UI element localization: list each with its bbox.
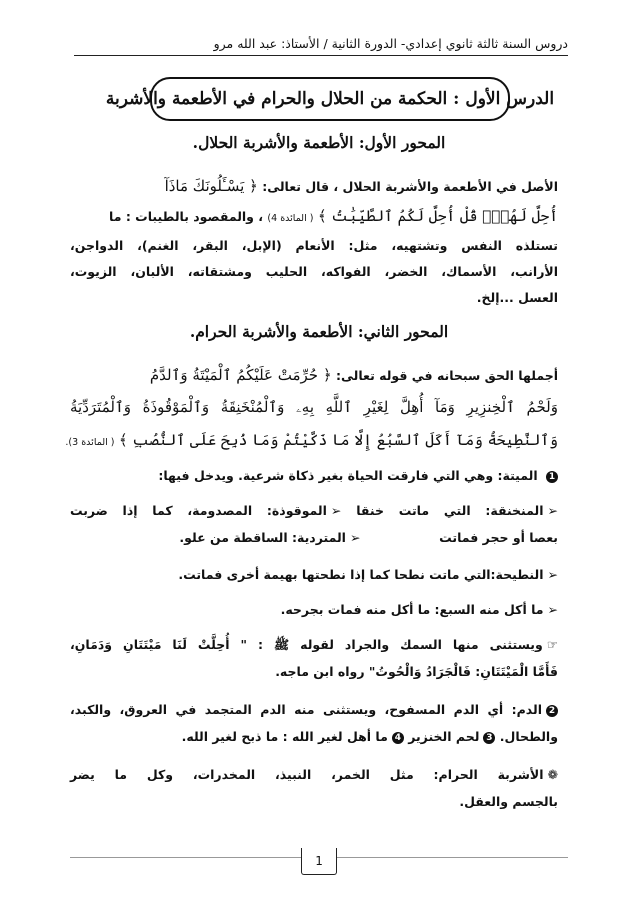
section1-line3: تستلذه النفس وتشتهيه، مثل: الأنعام (الإبل، البقر، الغنم)، الدواجن، — [70, 238, 558, 253]
hand-pointer-icon: ☞ — [546, 637, 558, 652]
item-exception-line2: فَأَمَّا الْمَيْتَتَانِ: فَالْجَرَادُ وَالْحُوتُ" رواه ابن ماجه. — [275, 664, 558, 679]
section1-line5: العسل ...إلخ. — [476, 290, 558, 305]
section2-line1 — [70, 366, 558, 384]
verse-reference: ( المائدة 3). — [65, 437, 115, 448]
verse-reference: ( المائدة 4) — [267, 213, 314, 224]
number-badge: 1 — [546, 471, 558, 483]
item-exception-line1 — [70, 637, 558, 656]
number-badge: 2 — [546, 705, 558, 717]
item-maita — [70, 468, 558, 483]
item-mawquda-line2 — [70, 530, 558, 545]
quran-verse: وَٱلنَّطِيحَةُ وَمَآ أَكَلَ ٱلسَّبُعُ إِلَّا مَا ذَكَّيْتُمْ وَمَا ذُبِحَ عَلَى ٱلنُّصُبِ ﴾ — [118, 431, 558, 449]
section1-line2 — [70, 207, 558, 225]
item-munkhaniqa-line — [70, 503, 558, 518]
ghairallah-text: ما أهل لغير الله : ما ذبح لغير الله. — [181, 729, 388, 744]
item-sabu — [70, 602, 558, 617]
flower-bullet-icon: ❁ — [547, 767, 558, 782]
dam-text-continued: والطحال. — [499, 729, 558, 744]
number-badge: 3 — [483, 732, 495, 744]
section1-heading: المحور الأول: الأطعمة والأشربة الحلال. — [192, 133, 446, 152]
item-drinks-line1 — [70, 767, 558, 782]
section2-line2 — [70, 398, 558, 416]
sabu-text: ما أكل منه السبع: ما أكل منه فمات بجرحه. — [280, 602, 544, 617]
quran-verse: ﴿ يَسْـَٔلُونَكَ مَاذَآ — [164, 177, 258, 195]
section2-line1-text: أجملها الحق سبحانه في قوله تعالى: — [335, 368, 558, 383]
maita-text: الميتة: وهي التي فارقت الحياة بغير ذكاة شرعية. ويدخل فيها: — [158, 468, 538, 483]
exception-text: ويستثنى منها السمك والجراد لقوله ﷺ : " أُحِلَّتْ لَنَا مَيْتَتَانِ وَدَمَانِ، — [70, 637, 543, 652]
mutaraddiya-text: المتردية: الساقطة من علو. — [179, 530, 346, 545]
arrow-bullet-icon: ➢ — [547, 503, 559, 518]
section1-line4: الأرانب، الأسماك، الخضر، الفواكه، الحليب ومشتقاته، الألبان، الزيوت، — [70, 264, 558, 279]
lesson-title-box — [105, 77, 555, 121]
section2-heading: المحور الثاني: الأطعمة والأشربة الحرام. — [189, 322, 449, 341]
khinzir-text: لحم الخنزير — [408, 729, 480, 744]
arrow-bullet-icon: ➢ — [547, 602, 558, 617]
page-number: 1 — [301, 848, 337, 875]
natiha-text: النطيحة:التي ماتت نطحا كما إذا نطحتها بهيمة أخرى فماتت. — [178, 567, 544, 582]
mawquda-text: الموقوذة: المصدومة، كما إذا ضربت — [70, 503, 327, 518]
drinks-text: الأشربة الحرام: مثل الخمر، النبيذ، المخدرات، وكل ما يضر — [70, 767, 544, 782]
section1-line2-text: ، والمقصود بالطيبات : ما — [109, 209, 264, 224]
page-header: دروس السنة ثالثة ثانوي إعدادي- الدورة الثانية / الأستاذ: عبد الله مرو — [74, 36, 568, 56]
quran-verse: ﴿ حُرِّمَتْ عَلَيْكُمُ ٱلْمَيْتَةُ وَٱلدَّمُ — [149, 366, 332, 384]
dam-text: الدم: أي الدم المسفوح، ويستثنى منه الدم المتجمد في العروق، والكبد، — [70, 702, 542, 717]
lesson-title: الدرس الأول : الحكمة من الحلال والحرام في الأطعمة والأشربة — [105, 89, 555, 109]
item-drinks-line2: بالجسم والعقل. — [459, 794, 558, 809]
item-dam-line1 — [70, 702, 558, 717]
arrow-bullet-icon: ➢ — [547, 567, 558, 582]
arrow-bullet-icon: ➢ — [330, 503, 342, 518]
section1-line1-text: الأصل في الأطعمة والأشربة الحلال ، قال تعالى: — [262, 179, 558, 194]
item-dam-line2 — [70, 729, 558, 744]
arrow-bullet-icon: ➢ — [349, 530, 361, 545]
quran-verse: وَلَحْمُ ٱلْخِنزِيرِ وَمَآ أُهِلَّ لِغَيْرِ ٱللَّهِ بِهِۦ وَٱلْمُنْخَنِقَةُ وَٱلْمَوْقُوذَةُ وَٱلْمُتَرَدِّيَةُ — [70, 398, 558, 416]
section1-line1 — [70, 177, 558, 195]
quran-verse: أُحِلَّ لَهُمْۖ قُلْ أُحِلَّ لَكُمُ ٱلطَّيِّبَٰتُ ﴾ — [317, 207, 558, 225]
munkhaniqa-text: المنخنقة: التي ماتت خنقا — [356, 503, 544, 518]
number-badge: 4 — [392, 732, 404, 744]
mawquda-text-continued: بعصا أو حجر فماتت — [439, 530, 558, 545]
item-natiha — [70, 567, 558, 582]
section2-line3 — [65, 431, 558, 449]
